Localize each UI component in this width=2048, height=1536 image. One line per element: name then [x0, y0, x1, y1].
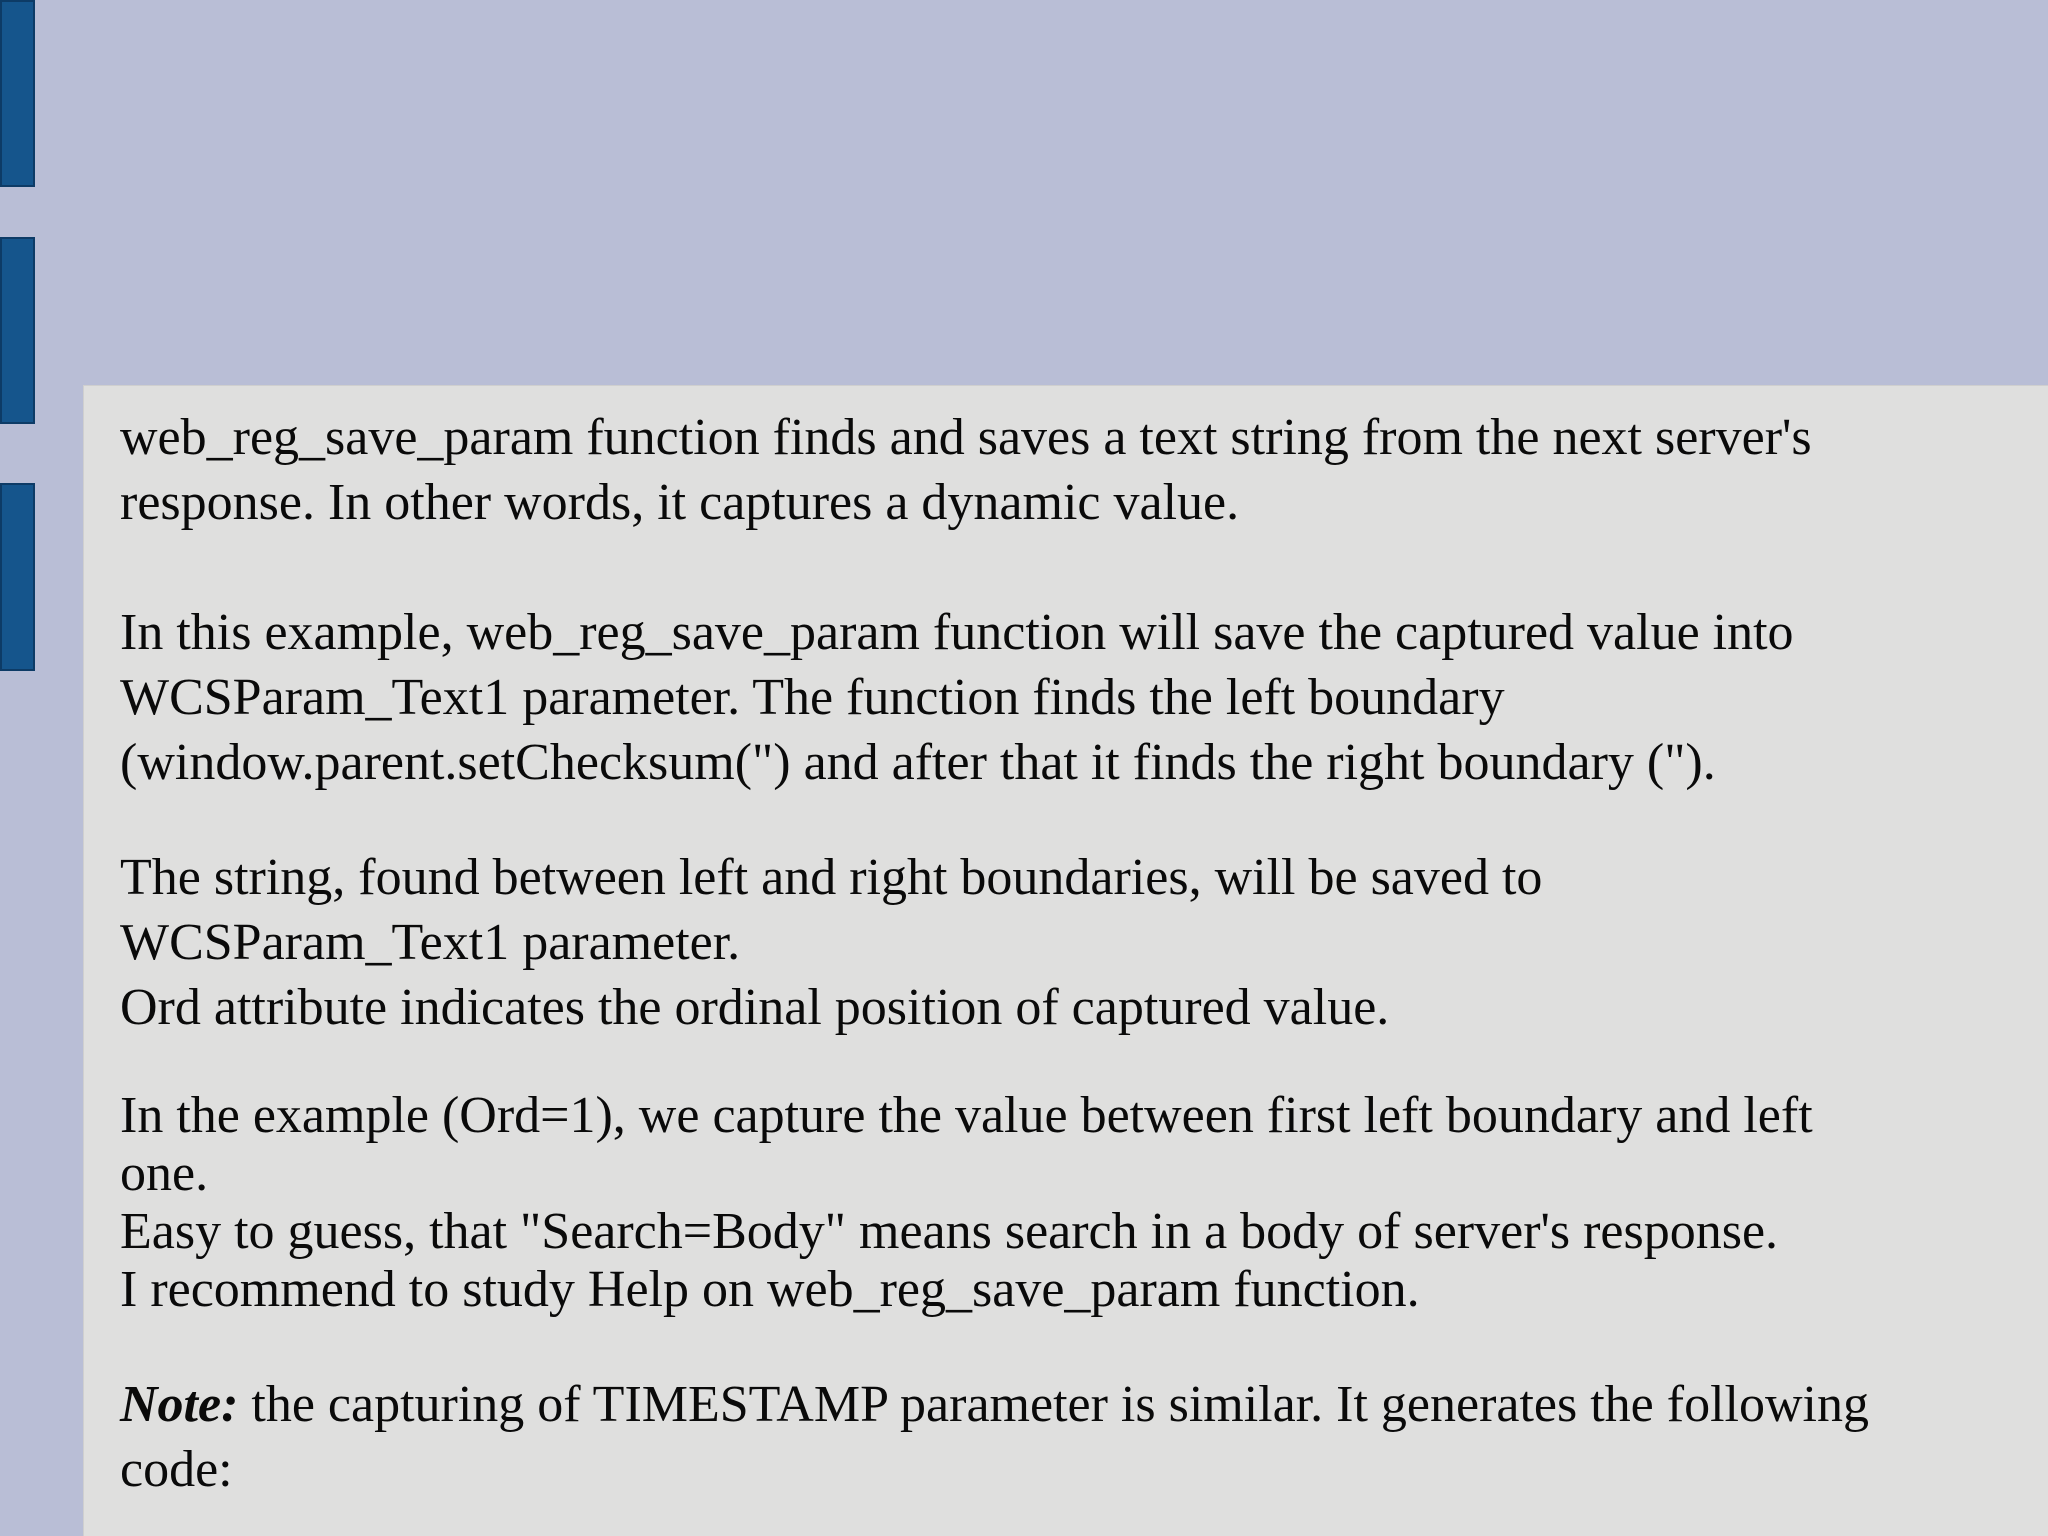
- paragraph-3-line-1: The string, found between left and right boundaries, will be saved to: [120, 849, 1543, 906]
- paragraph-4-line-3: Easy to guess, that "Search=Body" means search in a body of server's response.: [120, 1203, 1779, 1260]
- paragraph-4-line-4: I recommend to study Help on web_reg_save_param function.: [120, 1261, 1420, 1318]
- paragraph-3-line-3: Ord attribute indicates the ordinal position of captured value.: [120, 979, 1390, 1036]
- paragraph-2-line-2: WCSParam_Text1 parameter. The function finds the left boundary: [120, 669, 1505, 726]
- paragraph-2-line-1: In this example, web_reg_save_param function will save the captured value into: [120, 604, 1794, 661]
- note-text: the capturing of TIMESTAMP parameter is similar. It generates the following: [238, 1376, 1869, 1433]
- side-tab-3: [0, 483, 35, 671]
- note-line-1: [120, 1373, 1869, 1437]
- paragraph-4-line-1: In the example (Ord=1), we capture the value between first left boundary and left: [120, 1087, 1813, 1144]
- note-label: Note:: [120, 1376, 239, 1433]
- paragraph-2-line-3: (window.parent.setChecksum(") and after that it finds the right boundary (").: [120, 734, 1716, 791]
- paragraph-4-line-2: one.: [120, 1145, 209, 1202]
- side-tab-1: [0, 0, 35, 187]
- paragraph-3-line-2: WCSParam_Text1 parameter.: [120, 914, 741, 971]
- paragraph-1-line-2: response. In other words, it captures a dynamic value.: [120, 474, 1240, 531]
- note-line-2: code:: [120, 1441, 233, 1498]
- paragraph-1-line-1: web_reg_save_param function finds and saves a text string from the next server's: [120, 409, 1812, 466]
- side-tab-2: [0, 237, 35, 424]
